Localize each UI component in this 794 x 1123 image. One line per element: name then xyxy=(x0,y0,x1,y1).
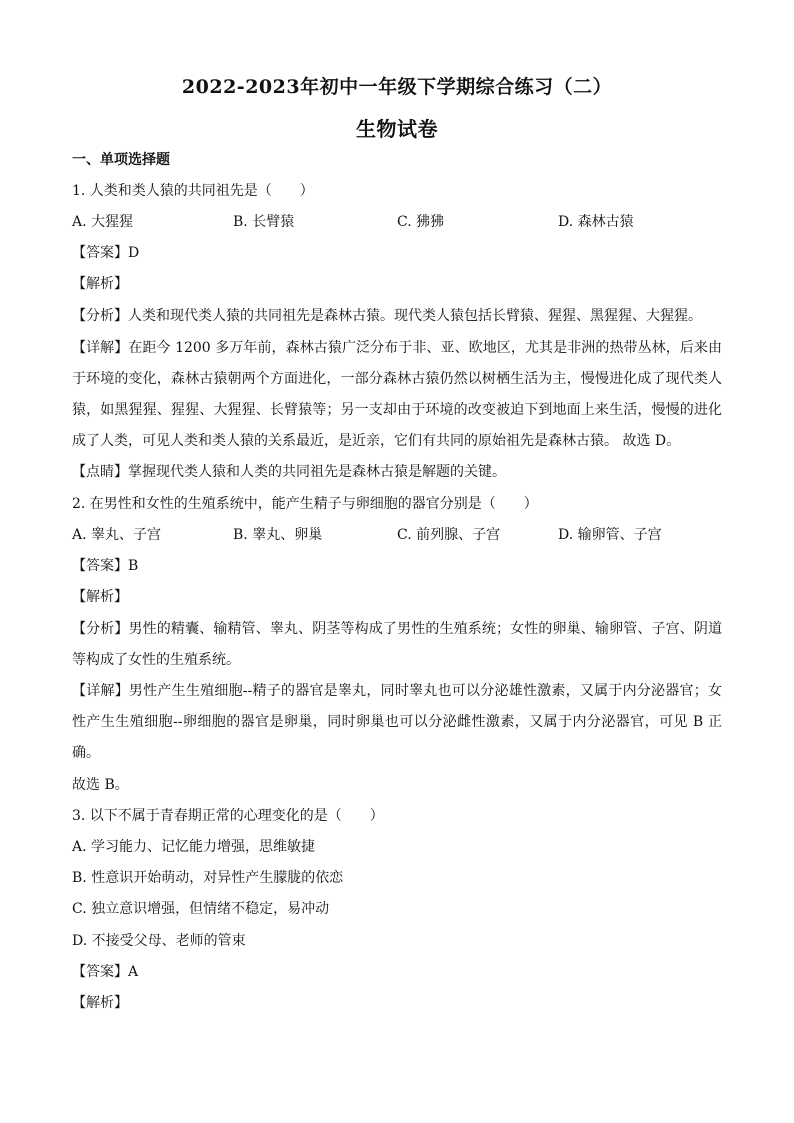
question-2-stem: 2. 在男性和女性的生殖系统中，能产生精子与卵细胞的器官分别是（ ） xyxy=(72,496,538,512)
question-3-option-a: A. 学习能力、记忆能力增强，思维敏捷 xyxy=(72,839,316,855)
page-title: 2022-2023年初中一年级下学期综合练习（二） xyxy=(181,76,613,98)
question-2-conclusion: 故选 B。 xyxy=(72,777,129,793)
question-2-analysis-label: 【解析】 xyxy=(72,589,128,605)
question-2-fenxi-line-2: 等构成了女性的生殖系统。 xyxy=(72,652,240,668)
question-1-answer: 【答案】D xyxy=(72,245,140,261)
page-subtitle: 生物试卷 xyxy=(356,117,438,141)
question-2-option-b: B. 睾丸、卵巢 xyxy=(233,527,323,543)
question-3-option-b: B. 性意识开始萌动，对异性产生朦胧的依恋 xyxy=(72,870,344,886)
question-2-xiangjie-line-2: 性产生生殖细胞--卵细胞的器官是卵巢，同时卵巢也可以分泌雌性激素，又属于内分泌器官，可见 B 正 xyxy=(72,714,722,730)
question-3-answer: 【答案】A xyxy=(72,964,139,980)
question-1-xiangjie-line-3: 猿，如黑猩猩、猩猩、大猩猩、长臂猿等；另一支却由于环境的改变被迫下到地面上来生活，慢慢的进化 xyxy=(72,402,722,418)
question-2-option-a: A. 睾丸、子宫 xyxy=(72,527,162,543)
question-1-analysis-label: 【解析】 xyxy=(72,276,128,292)
question-2-option-c: C. 前列腺、子宫 xyxy=(397,527,501,543)
question-2-option-d: D. 输卵管、子宫 xyxy=(558,527,662,543)
question-1-option-b: B. 长臂猿 xyxy=(233,214,295,230)
question-1-fenxi: 【分析】人类和现代类人猿的共同祖先是森林古猿。现代类人猿包括长臂猿、猩猩、黑猩猩、大猩猩。 xyxy=(72,308,702,324)
question-1-option-d: D. 森林古猿 xyxy=(558,214,634,230)
question-2-answer: 【答案】B xyxy=(72,558,139,574)
question-3-stem: 3. 以下不属于青春期正常的心理变化的是（ ） xyxy=(72,808,384,824)
question-1-xiangjie-line-4: 成了人类，可见人类和类人猿的关系最近，是近亲，它们有共同的原始祖先是森林古猿。 故选 D。 xyxy=(72,433,681,449)
question-3-option-c: C. 独立意识增强，但情绪不稳定，易冲动 xyxy=(72,901,330,917)
question-1-xiangjie-line-1: 【详解】在距今 1200 多万年前，森林古猿广泛分布于非、亚、欧地区，尤其是非洲的热带丛林，后来由 xyxy=(72,340,722,356)
question-1-xiangjie-line-2: 于环境的变化，森林古猿朝两个方面进化，一部分森林古猿仍然以树栖生活为主，慢慢进化成了现代类人 xyxy=(72,371,722,387)
question-1-option-a: A. 大猩猩 xyxy=(72,214,134,230)
question-1-dianjing: 【点睛】掌握现代类人猿和人类的共同祖先是森林古猿是解题的关键。 xyxy=(72,464,506,480)
question-1-stem: 1. 人类和类人猿的共同祖先是（ ） xyxy=(72,183,314,199)
question-1-option-c: C. 狒狒 xyxy=(397,214,445,230)
question-3-analysis-label: 【解析】 xyxy=(72,995,128,1011)
question-2-xiangjie-line-3: 确。 xyxy=(72,745,100,761)
question-3-option-d: D. 不接受父母、老师的管束 xyxy=(72,933,246,949)
question-2-xiangjie-line-1: 【详解】男性产生生殖细胞--精子的器官是睾丸，同时睾丸也可以分泌雄性激素，又属于内分泌器官；女 xyxy=(72,683,722,699)
section-heading: 一、单项选择题 xyxy=(72,152,170,168)
question-2-fenxi-line-1: 【分析】男性的精囊、输精管、睾丸、阴茎等构成了男性的生殖系统；女性的卵巢、输卵管、子宫、阴道 xyxy=(72,621,722,637)
